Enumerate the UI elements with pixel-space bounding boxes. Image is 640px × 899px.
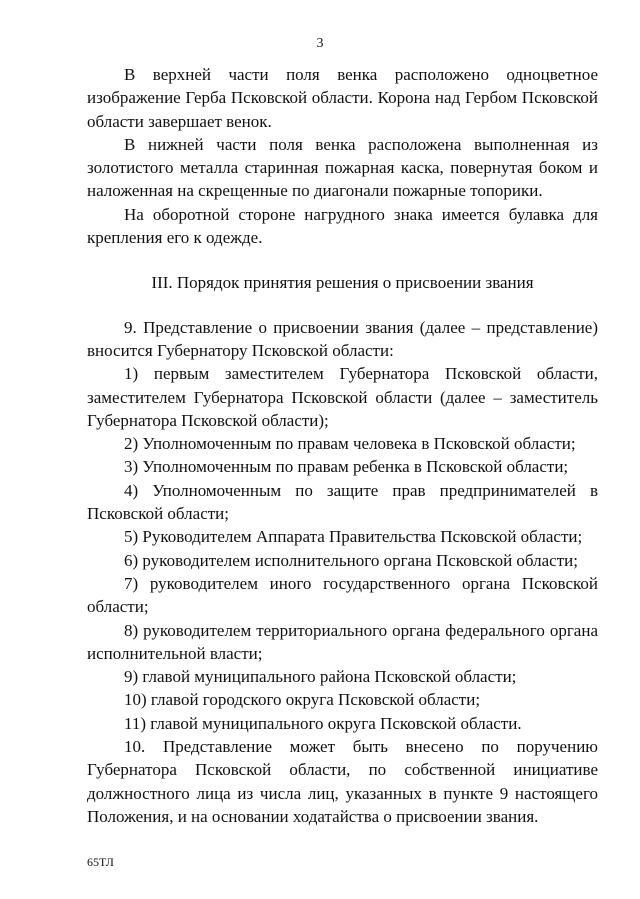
- document-body: [87, 63, 598, 828]
- footer-code: 65ТЛ: [87, 855, 114, 869]
- list-item-4: 4) Уполномоченным по защите прав предпринимателей в Псковской области;: [87, 480, 598, 524]
- section-title: III. Порядок принятия решения о присвоении звания: [151, 273, 534, 293]
- list-item-9: 9) главой муниципального района Псковской области;: [124, 667, 517, 687]
- list-item-3: 3) Уполномоченным по правам ребенка в Псковской области;: [124, 457, 569, 477]
- paragraph-item-10: 10. Представление может быть внесено по поручению Губернатора Псковской области, по собственной инициативе должностного лица из числа лиц, указанных в пункте 9 настоящего Положения, и на основании ходатайства о присвоении звания.: [87, 737, 598, 826]
- list-item-1: 1) первым заместителем Губернатора Псковской области, заместителем Губернатора Псковской области (далее – заместитель Губернатора Псковской области);: [87, 364, 598, 430]
- list-item-5: 5) Руководителем Аппарата Правительства Псковской области;: [124, 527, 583, 547]
- paragraph-item-9: 9. Представление о присвоении звания (далее – представление) вносится Губернатору Псковской области:: [87, 317, 598, 360]
- list-item-10: 10) главой городского округа Псковской области;: [124, 690, 481, 710]
- page-number: 3: [316, 36, 324, 51]
- paragraph-emblem-bottom: В нижней части поля венка расположена выполненная из золотистого металла старинная пожарная каска, повернутая боком и наложенная на скрещенные по диагонали пожарные топорики.: [87, 134, 598, 201]
- paragraph-reverse-side: На оборотной стороне нагрудного знака имеется булавка для крепления его к одежде.: [87, 204, 598, 248]
- list-item-6: 6) руководителем исполнительного органа Псковской области;: [124, 550, 578, 570]
- list-item-7: 7) руководителем иного государственного органа Псковской области;: [87, 573, 598, 617]
- paragraph-emblem-top: В верхней части поля венка расположено одноцветное изображение Герба Псковской области. Корона над Гербом Псковской области завершает венок.: [87, 65, 598, 131]
- list-item-8: 8) руководителем территориального органа федерального органа исполнительной власти;: [87, 620, 598, 663]
- list-item-11: 11) главой муниципального округа Псковской области.: [124, 713, 522, 733]
- list-item-2: 2) Уполномоченным по правам человека в Псковской области;: [124, 434, 576, 454]
